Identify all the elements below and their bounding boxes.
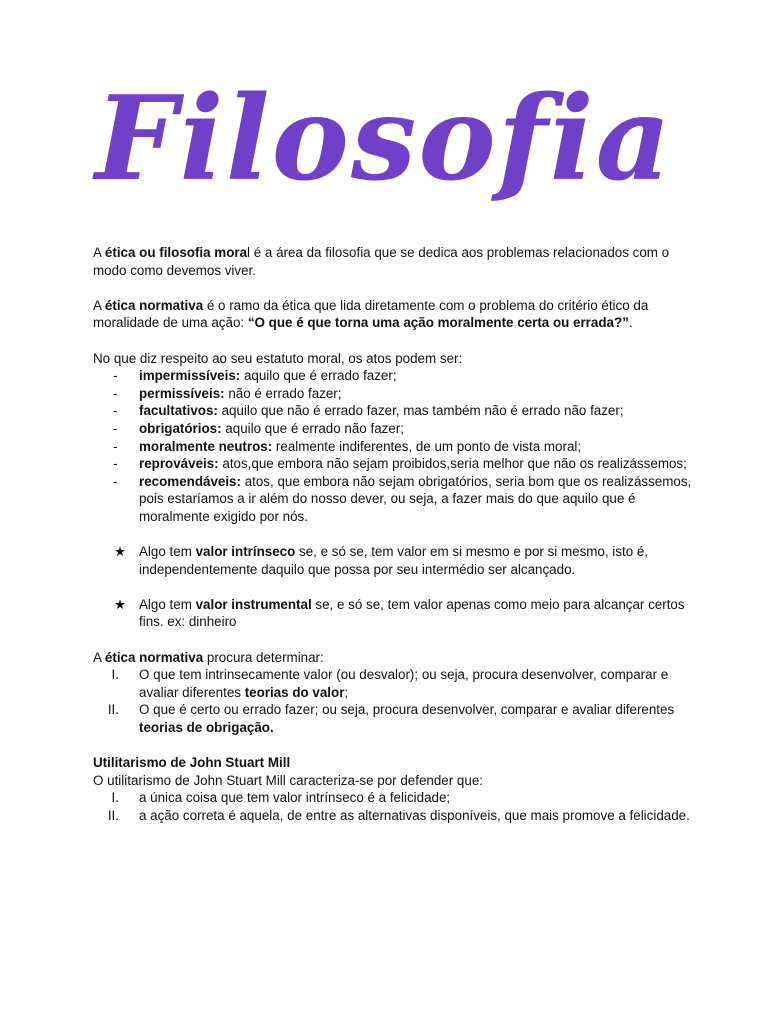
text: l é a área da filosofia que se dedica aos problemas relacionados com o modo como devemos viver.	[93, 245, 670, 278]
term: moralmente neutros:	[139, 438, 273, 454]
list-item	[93, 701, 693, 736]
document-body	[93, 244, 693, 825]
heading-text: Utilitarismo de John Stuart Mill	[93, 755, 291, 771]
utilitarismo-list	[93, 789, 693, 824]
text: .	[628, 315, 633, 331]
bullet-marker: -	[113, 438, 118, 454]
list-item	[93, 438, 693, 456]
text: a ação correta é aquela, de entre as alternativas disponíveis, que mais promove a felicidade.	[139, 808, 690, 823]
bullet-marker: -	[113, 368, 118, 384]
text: a única coisa que tem valor intrínseco é a felicidade;	[139, 790, 451, 806]
bold-term: valor instrumental	[195, 596, 312, 612]
paragraph-etica-normativa	[93, 297, 693, 332]
list-item	[93, 367, 693, 385]
list-item	[93, 789, 693, 807]
description: realmente indiferentes, de um ponto de vista moral;	[272, 438, 582, 454]
description: não é errado fazer;	[224, 385, 342, 401]
page-title: Filosofia	[95, 71, 673, 207]
term: obrigatórios:	[139, 420, 222, 436]
description: atos, que embora não sejam obrigatórios, seria bom que os realizássemos, pois estaríamos a ir além do nosso dever, ou seja, a fazer mais do que aquilo que é moralmente exigido por nós.	[139, 473, 692, 524]
bullet-marker: -	[113, 403, 118, 419]
text: é o ramo da ética que lida diretamente com o problema do critério ético da moralidade de uma ação:	[93, 297, 649, 331]
text: ;	[344, 684, 349, 700]
bullet-marker: -	[113, 420, 118, 436]
description: aquilo que é errado não fazer;	[221, 420, 404, 436]
list-item	[93, 455, 693, 473]
star-icon: ★	[114, 596, 127, 612]
atos-list	[93, 367, 693, 525]
paragraph-etica	[93, 244, 693, 279]
roman-marker: I.	[111, 667, 119, 683]
star-item-valor-intrinseco	[93, 543, 693, 578]
bold-term: teorias do valor	[244, 684, 345, 700]
description: aquilo que não é errado fazer, mas também não é errado não fazer;	[217, 403, 624, 419]
bold-term: ética normativa	[104, 297, 204, 313]
list-item	[93, 666, 693, 701]
paragraph-estatuto-moral: No que diz respeito ao seu estatuto moral, os atos podem ser:	[93, 350, 463, 366]
term: impermissíveis:	[139, 368, 241, 384]
text: procura determinar:	[203, 649, 324, 665]
bullet-marker: -	[113, 473, 118, 489]
roman-marker: II.	[107, 808, 119, 823]
paragraph-procura-determinar	[93, 649, 693, 667]
bold-term: valor intrínseco	[195, 544, 296, 560]
text: se, e só se, tem valor em si mesmo e por si mesmo, isto é, independentemente daquilo que possa por seu intermédio ser alcançado.	[139, 544, 649, 577]
text: A	[93, 245, 105, 260]
list-item	[93, 420, 693, 438]
text: Algo tem	[139, 596, 196, 612]
list-item	[93, 807, 693, 825]
term: facultativos:	[139, 403, 218, 419]
text: A	[93, 649, 105, 665]
bold-term: ética normativa	[104, 649, 204, 665]
text: O que é certo ou errado fazer; ou seja, procura desenvolver, comparar e avaliar diferentes	[139, 702, 675, 718]
star-icon: ★	[114, 544, 127, 560]
list-item	[93, 385, 693, 403]
text: Algo tem	[139, 544, 196, 560]
text: O que tem intrinsecamente valor (ou desvalor); ou seja, procura desenvolver, comparar e avaliar diferentes	[139, 667, 669, 700]
text: se, e só se, tem valor apenas como meio para alcançar certos fins. ex: dinheiro	[139, 596, 685, 630]
description: atos,que embora não sejam proibidos,seria melhor que não os realizássemos;	[218, 456, 687, 472]
bold-term: ética ou filosofia mora	[104, 245, 248, 260]
roman-marker: I.	[111, 790, 119, 806]
bullet-marker: -	[113, 385, 118, 401]
text: A	[93, 297, 105, 313]
bold-question: “O que é que torna uma ação moralmente certa ou errada?”	[247, 315, 629, 331]
section-heading-utilitarismo	[93, 754, 693, 772]
star-item-valor-instrumental	[93, 596, 693, 631]
description: aquilo que é errado fazer;	[240, 368, 397, 384]
list-item	[93, 473, 693, 526]
bullet-marker: -	[113, 456, 118, 472]
term: reprováveis:	[139, 456, 219, 472]
etica-normativa-list	[93, 666, 693, 736]
term: recomendáveis:	[139, 473, 241, 489]
bold-term: teorias de obrigação.	[139, 720, 274, 736]
term: permissíveis:	[139, 385, 225, 401]
paragraph-utilitarismo-intro: O utilitarismo de John Stuart Mill caracteriza-se por defender que:	[93, 772, 483, 788]
roman-marker: II.	[107, 702, 119, 718]
list-item	[93, 402, 693, 420]
